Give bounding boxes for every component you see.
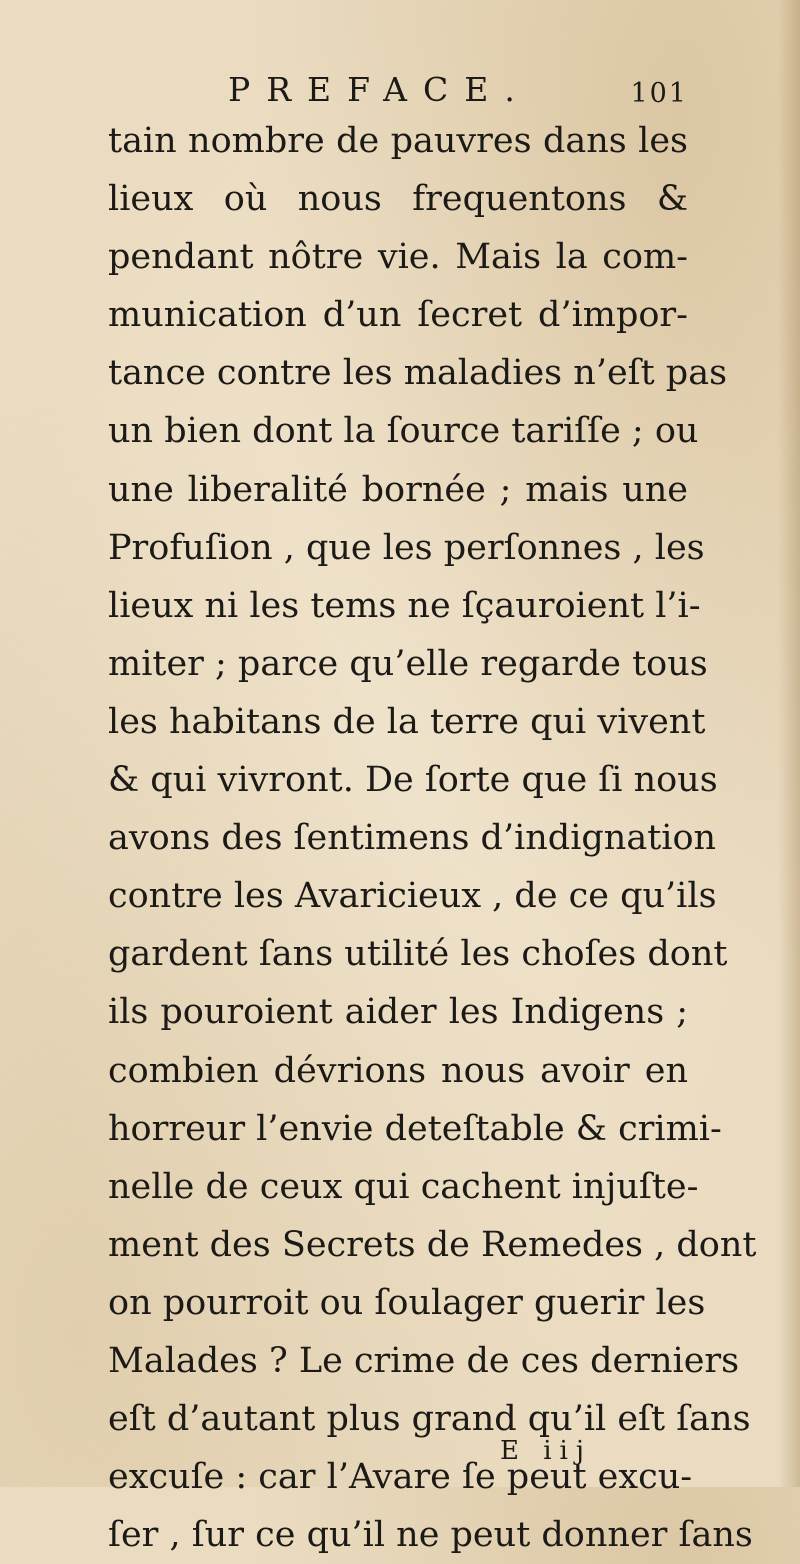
text-line: ſer , ſur ce qu’il ne peut donner ſans xyxy=(108,1515,753,1556)
running-head: PREFACE. xyxy=(228,70,531,109)
text-line: munication d’un ſecret d’impor- xyxy=(108,295,688,336)
page-edge-shadow xyxy=(778,0,800,1487)
text-line: combien dévrions nous avoir en xyxy=(108,1050,688,1091)
text-line: on pourroit ou ſoulager guerir les xyxy=(108,1282,706,1323)
text-line: eſt d’autant plus grand qu’il eſt ſans xyxy=(108,1399,751,1440)
text-line: ils pouroient aider les Indigens ; xyxy=(108,992,688,1033)
text-line: miter ; parce qu’elle regarde tous xyxy=(108,643,708,684)
page-number: 101 xyxy=(630,78,688,109)
text-line: ment des Secrets de Remedes , dont xyxy=(108,1224,757,1265)
text-line: une liberalité bornée ; mais une xyxy=(108,469,688,510)
text-line: pendant nôtre vie. Mais la com- xyxy=(108,237,688,278)
text-line: lieux où nous frequentons & xyxy=(108,179,688,220)
text-line: lieux ni les tems ne ſçauroient l’i- xyxy=(108,585,701,626)
text-line: excuſe : car l’Avare ſe peut excu- xyxy=(108,1457,693,1498)
text-line: tain nombre de pauvres dans les xyxy=(108,121,688,161)
text-line: contre les Avaricieux , de ce qu’ils xyxy=(108,876,717,917)
text-line: Profuſion , que les perſonnes , les xyxy=(108,527,705,568)
body-text xyxy=(108,112,757,1564)
text-line: nelle de ceux qui cachent injuſte- xyxy=(108,1166,699,1207)
text-line: les habitans de la terre qui vivent xyxy=(108,701,706,742)
text-line: Malades ? Le crime de ces derniers xyxy=(108,1340,740,1381)
text-line: un bien dont la ſource tariſſe ; ou xyxy=(108,411,699,452)
text-line: avons des ſentimens d’indignation xyxy=(108,818,717,859)
text-line: tance contre les maladies n’eſt pas xyxy=(108,353,728,394)
text-line: gardent ſans utilité les choſes dont xyxy=(108,934,728,975)
text-line: & qui vivront. De ſorte que ſi nous xyxy=(108,760,718,801)
page-header xyxy=(228,70,688,114)
text-line: horreur l’envie deteſtable & crimi- xyxy=(108,1108,722,1149)
signature-mark: E iij xyxy=(500,1436,592,1466)
